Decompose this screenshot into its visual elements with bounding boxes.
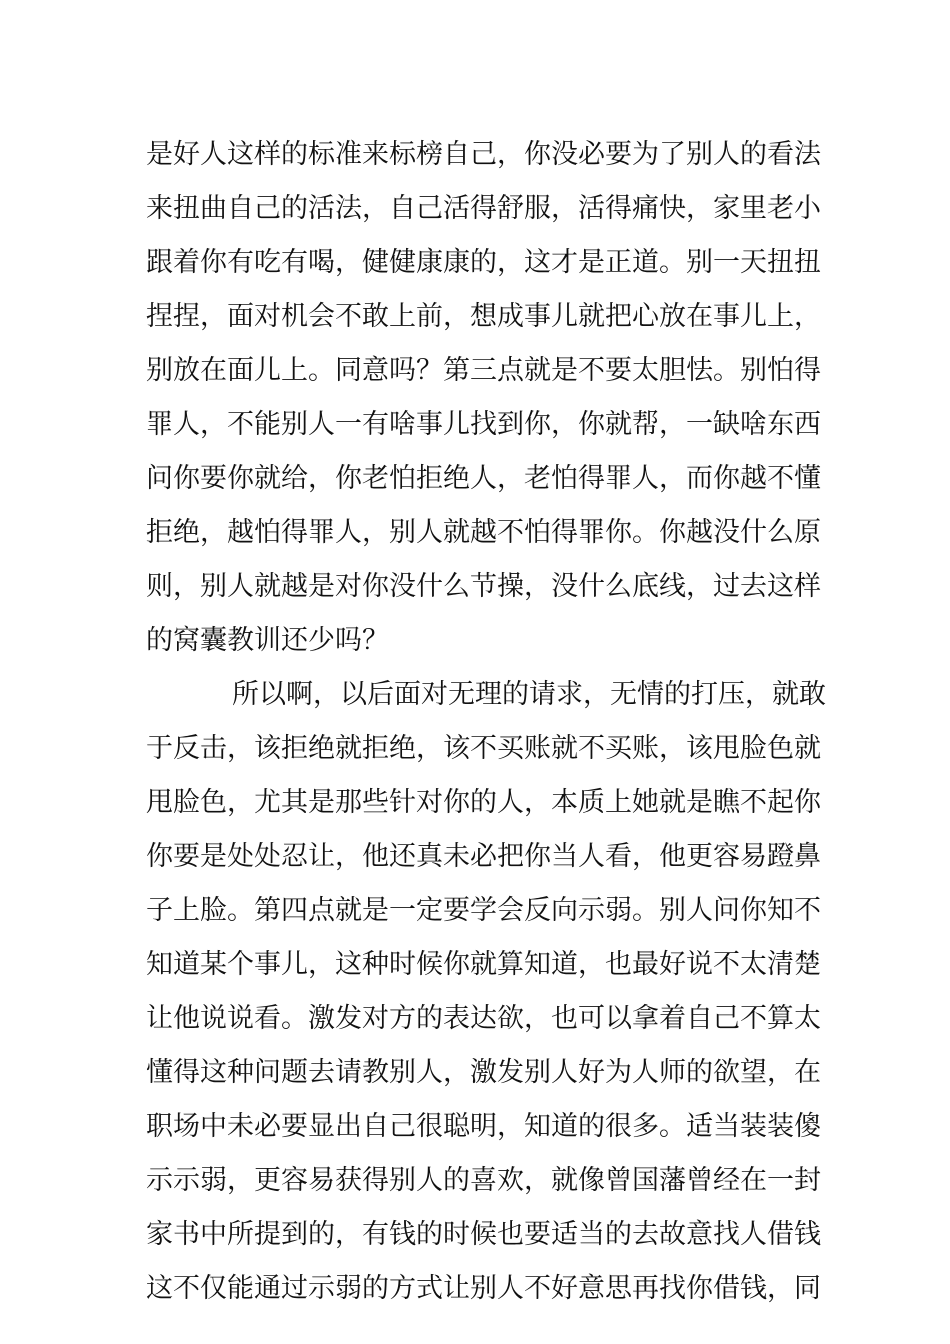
text-line: 你要是处处忍让，他还真未必把你当人看，他更容易蹬鼻 [146, 841, 821, 872]
text-line: 家书中所提到的，有钱的时候也要适当的去故意找人借钱 [146, 1219, 821, 1250]
body-text [146, 128, 826, 1316]
text-line: 捏捏，面对机会不敢上前，想成事儿就把心放在事儿上， [146, 301, 821, 332]
text-line: 示示弱，更容易获得别人的喜欢，就像曾国藩曾经在一封 [146, 1165, 821, 1196]
text-line: 的窝囊教训还少吗？ [146, 625, 389, 656]
text-line: 懂得这种问题去请教别人，激发别人好为人师的欲望，在 [146, 1057, 821, 1088]
text-line: 是好人这样的标准来标榜自己，你没必要为了别人的看法 [146, 139, 821, 170]
text-line: 这不仅能通过示弱的方式让别人不好意思再找你借钱，同 [146, 1273, 821, 1304]
text-line: 来扭曲自己的活法，自己活得舒服，活得痛快，家里老小 [146, 193, 821, 224]
text-line: 知道某个事儿，这种时候你就算知道，也最好说不太清楚 [146, 949, 821, 980]
text-line: 甩脸色，尤其是那些针对你的人，本质上她就是瞧不起你 [146, 787, 821, 818]
text-line: 职场中未必要显出自己很聪明，知道的很多。适当装装傻 [146, 1111, 821, 1142]
text-line: 让他说说看。激发对方的表达欲，也可以拿着自己不算太 [146, 1003, 821, 1034]
text-line: 跟着你有吃有喝，健健康康的，这才是正道。别一天扭扭 [146, 247, 821, 278]
text-line: 则，别人就越是对你没什么节操，没什么底线，过去这样 [146, 571, 821, 602]
text-line: 别放在面儿上。同意吗？第三点就是不要太胆怯。别怕得 [146, 355, 821, 386]
text-line: 罪人，不能别人一有啥事儿找到你，你就帮，一缺啥东西 [146, 409, 821, 440]
text-line: 子上脸。第四点就是一定要学会反向示弱。别人问你知不 [146, 895, 821, 926]
paragraph-first-line: 所以啊，以后面对无理的请求，无情的打压，就敢 [232, 679, 826, 710]
text-line: 问你要你就给，你老怕拒绝人，老怕得罪人，而你越不懂 [146, 463, 821, 494]
text-line: 拒绝，越怕得罪人，别人就越不怕得罪你。你越没什么原 [146, 517, 821, 548]
text-line: 于反击，该拒绝就拒绝，该不买账就不买账，该甩脸色就 [146, 733, 821, 764]
